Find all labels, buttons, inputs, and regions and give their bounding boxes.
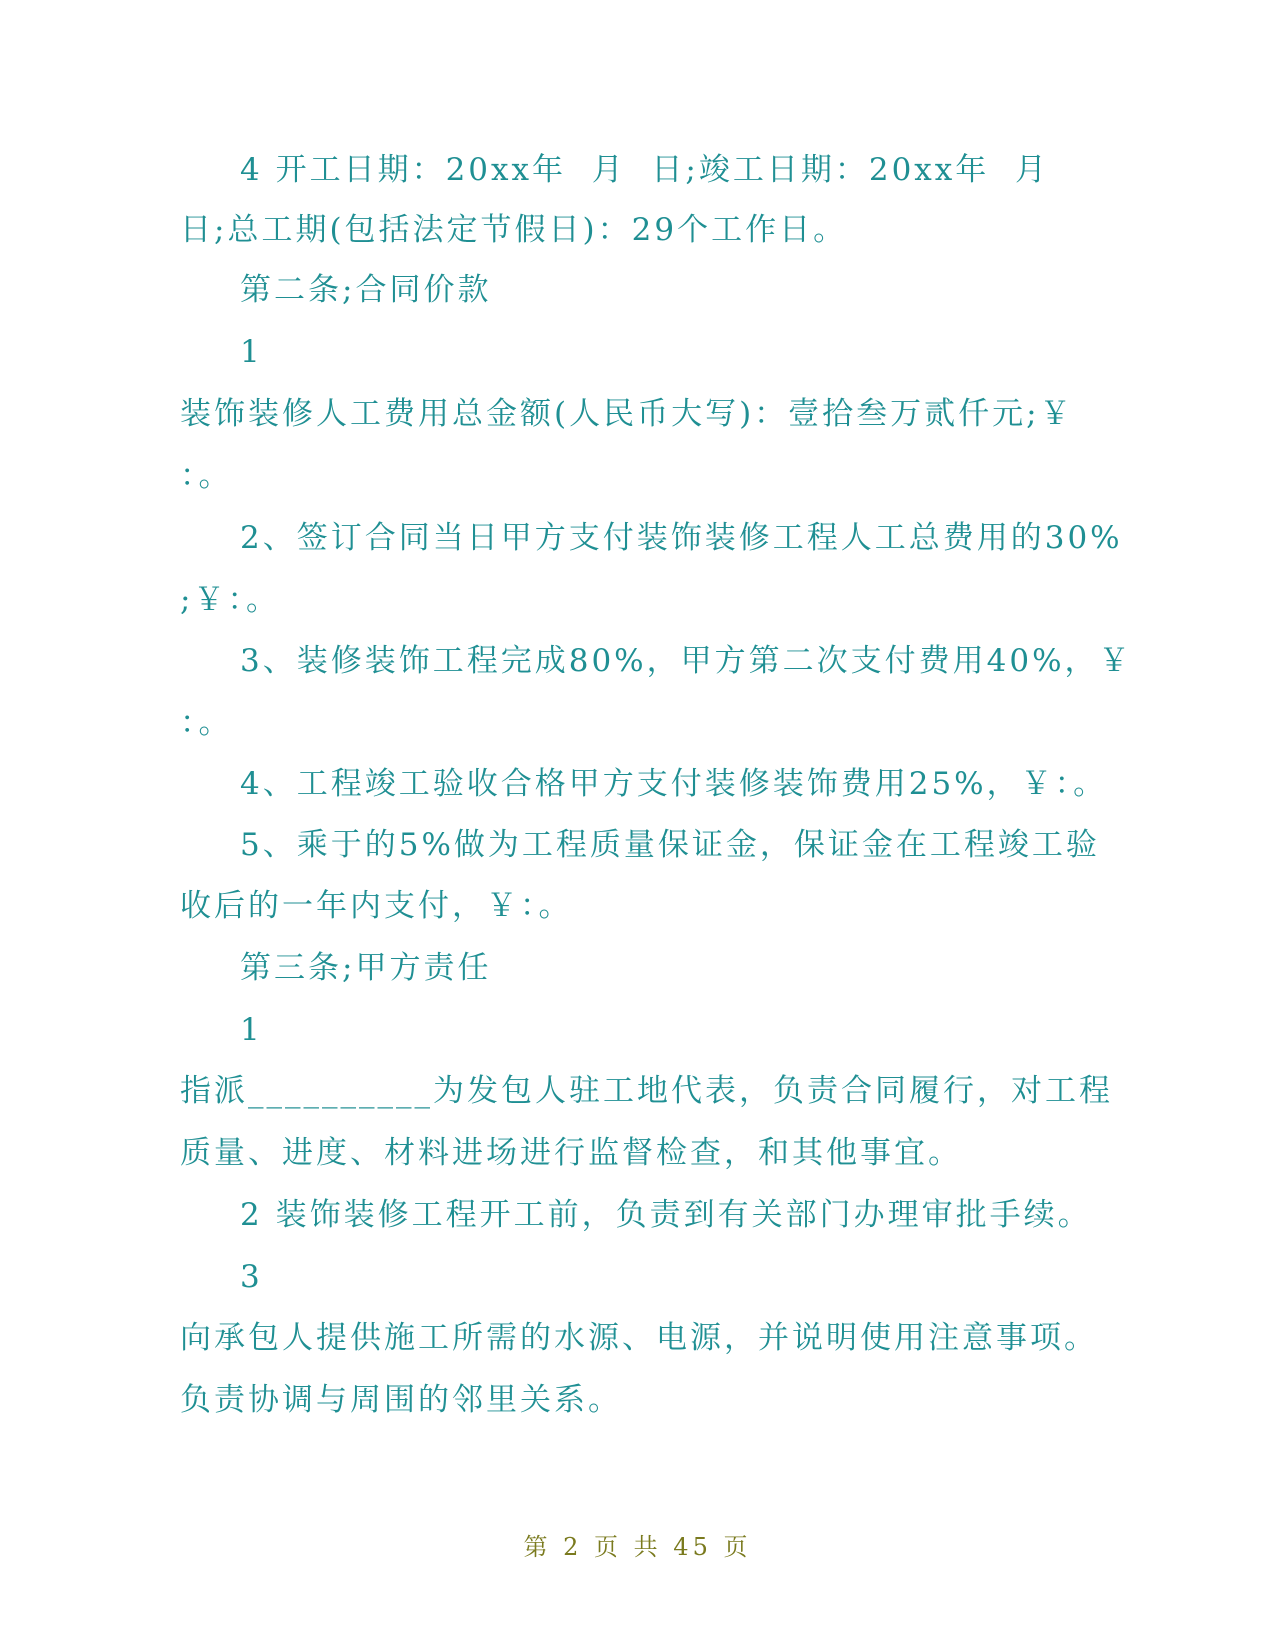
page-number-footer: 第 2 页 共 45 页 (523, 1533, 752, 1561)
clause-number-3: 3 (240, 1259, 263, 1295)
approval-clause: 2 装饰装修工程开工前，负责到有关部门办理审批手续。 (240, 1197, 1092, 1233)
payment-clause-5: 5、乘于的5%做为工程质量保证金，保证金在工程竣工验 (240, 827, 1100, 863)
representative-clause-continuation: 质量、进度、材料进场进行监督检查，和其他事宜。 (180, 1135, 962, 1171)
payment-clause-2-continuation: ;￥：。 (180, 582, 280, 618)
labor-cost-total-line: 装饰装修人工费用总金额(人民币大写)：壹拾叁万贰仟元;￥ (180, 396, 1074, 432)
utilities-clause: 向承包人提供施工所需的水源、电源，并说明使用注意事项。 (180, 1320, 1098, 1356)
start-end-dates-line-2: 日;总工期(包括法定节假日)：29个工作日。 (180, 212, 848, 248)
neighbor-coordination-clause: 负责协调与周围的邻里关系。 (180, 1382, 622, 1418)
payment-clause-3-continuation: ：。 (180, 705, 233, 741)
representative-clause: 指派__________为发包人驻工地代表，负责合同履行，对工程 (180, 1073, 1113, 1109)
payment-clause-4: 4、工程竣工验收合格甲方支付装修装饰费用25%，￥：。 (240, 766, 1108, 802)
start-end-dates-line-1: 4 开工日期：20xx年 月 日;竣工日期：20xx年 月 (240, 152, 1049, 188)
labor-cost-total-continuation: ：。 (180, 458, 233, 494)
payment-clause-3: 3、装修装饰工程完成80%，甲方第二次支付费用40%，￥ (240, 643, 1133, 679)
clause-number-1-party-a: 1 (240, 1012, 263, 1048)
article-2-heading: 第二条;合同价款 (240, 272, 492, 308)
article-3-heading: 第三条;甲方责任 (240, 950, 492, 986)
payment-clause-5-continuation: 收后的一年内支付，￥：。 (180, 888, 573, 924)
clause-number-1: 1 (240, 334, 263, 370)
payment-clause-2: 2、签订合同当日甲方支付装饰装修工程人工总费用的30% (240, 520, 1123, 556)
